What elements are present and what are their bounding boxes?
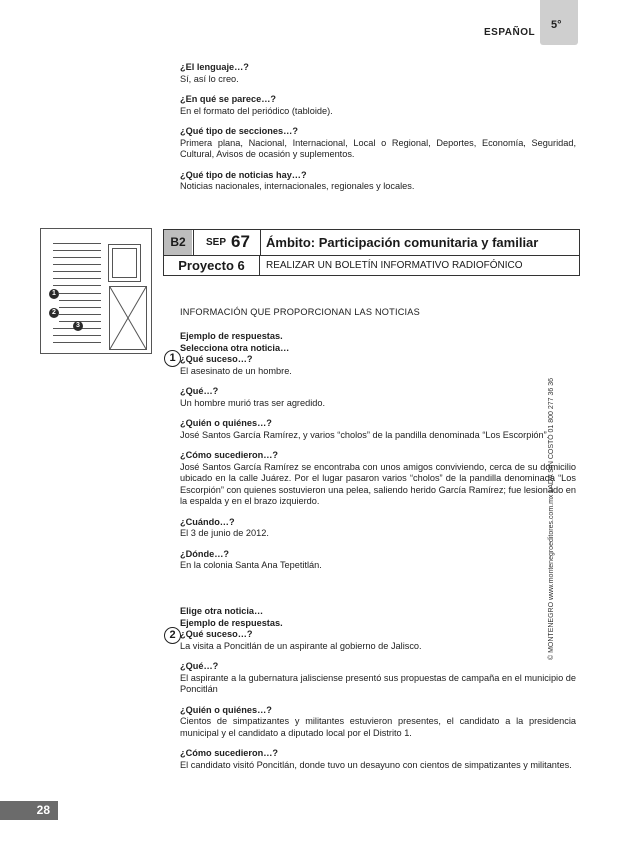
intro: Ejemplo de respuestas. <box>180 331 283 341</box>
question: ¿Cómo sucedieron…? <box>180 748 279 758</box>
answer: Primera plana, Nacional, Internacional, Local o Regional, Deportes, Economía, Seguridad, Cultural, Avisos de ocasión y suplementos. <box>180 137 576 159</box>
subject-label: ESPAÑOL <box>484 27 536 38</box>
question: ¿Qué…? <box>180 386 219 396</box>
newspaper-layout-thumbnail <box>40 228 152 354</box>
answer: El asesinato de un hombre. <box>180 365 292 376</box>
grade-tab <box>540 0 578 45</box>
publisher-note: © MONTENEGRO www.montenegroeditores.com.mx LADA SIN COSTO 01 800 277 36 36 <box>548 377 555 660</box>
news-number-1: 1 <box>164 350 181 367</box>
answer: En la colonia Santa Ana Tepetitlán. <box>180 560 322 570</box>
marker-3: 3 <box>73 321 83 331</box>
answer: La visita a Poncitlán de un aspirante al gobierno de Jalisco. <box>180 640 422 651</box>
qa-item <box>180 386 576 409</box>
sep-reference <box>193 230 261 255</box>
answer: El candidato visitó Poncitlán, donde tuvo un desayuno con cientos de simpatizantes y militantes. <box>180 759 572 770</box>
question: ¿En qué se parece…? <box>180 94 276 104</box>
answer: El aspirante a la gubernatura jalisciense presentó sus propuestas de campaña en el municipio de Poncitlán <box>180 672 576 694</box>
question: ¿Cuándo…? <box>180 516 235 527</box>
intro: Ejemplo de respuestas. <box>180 617 283 628</box>
answer: Cientos de simpatizantes y militantes estuvieron presentes, el candidato a la presidencia municipal y el candidato a diputado local por el Distrito 1. <box>180 716 576 738</box>
question: ¿Cómo sucedieron…? <box>180 450 279 460</box>
qa-item <box>180 62 576 85</box>
answer: En el formato del periódico (tabloide). <box>180 105 333 116</box>
section-title: INFORMACIÓN QUE PROPORCIONAN LAS NOTICIAS <box>180 307 420 317</box>
answer: Sí, así lo creo. <box>180 73 239 84</box>
news-number-2: 2 <box>164 627 181 644</box>
qa-item <box>180 705 576 740</box>
qa-item <box>180 748 576 771</box>
question: ¿Dónde…? <box>180 548 229 559</box>
ambito-title: Ámbito: Participación comunitaria y familiar <box>266 235 539 250</box>
question: ¿Qué tipo de noticias hay…? <box>180 169 307 180</box>
answer: José Santos García Ramírez, y varios “cholos” de la pandilla denominada “Los Escorpión”. <box>180 429 550 440</box>
question: ¿Quién o quiénes…? <box>180 418 272 428</box>
qa-item <box>180 549 576 572</box>
question: ¿Quién o quiénes…? <box>180 704 272 715</box>
marker-2: 2 <box>49 308 59 318</box>
page-number: 28 <box>0 801 58 820</box>
project-title: REALIZAR UN BOLETÍN INFORMATIVO RADIOFÓNICO <box>266 260 523 271</box>
qa-item <box>180 126 576 161</box>
question: ¿El lenguaje…? <box>180 62 249 72</box>
intro: Elige otra noticia… <box>180 606 264 616</box>
qa-item <box>180 629 576 652</box>
answer: Noticias nacionales, internacionales, regionales y locales. <box>180 181 415 191</box>
intro: Selecciona otra noticia… <box>180 342 290 353</box>
qa-item <box>180 450 576 508</box>
photo-placeholder <box>109 286 147 350</box>
top-qa-block <box>180 62 576 193</box>
sep-label: SEP <box>206 237 227 248</box>
question: ¿Qué suceso…? <box>180 354 253 364</box>
grade-label: 5° <box>551 19 562 31</box>
project-banner <box>163 229 580 276</box>
question: ¿Qué…? <box>180 661 219 671</box>
marker-1: 1 <box>49 289 59 299</box>
qa-item <box>180 170 576 193</box>
qa-item <box>180 94 576 117</box>
qa-item <box>180 517 576 540</box>
block-label: B2 <box>164 230 192 255</box>
sep-page: 67 <box>231 232 250 251</box>
answer: Un hombre murió tras ser agredido. <box>180 397 326 408</box>
photo-placeholder <box>108 244 141 282</box>
project-label: Proyecto 6 <box>164 256 260 275</box>
news1-block <box>180 331 576 572</box>
question: ¿Qué tipo de secciones…? <box>180 126 298 136</box>
news2-block <box>180 606 576 771</box>
qa-item <box>180 661 576 696</box>
qa-item <box>180 418 576 441</box>
qa-item <box>180 354 576 377</box>
answer: José Santos García Ramírez se encontraba con unos amigos conviviendo, cerca de su domicilio ubicado en la calle Juárez. Por el lugar pasaron varios “cholos” de la pandilla denominada “Los Escorpión” con quienes sostuvieron una pelea, saliendo herido García Ramírez; fue lesionado en la espalda y en el brazo izquierdo. <box>180 461 576 506</box>
answer: El 3 de junio de 2012. <box>180 528 269 538</box>
question: ¿Qué suceso…? <box>180 629 253 639</box>
